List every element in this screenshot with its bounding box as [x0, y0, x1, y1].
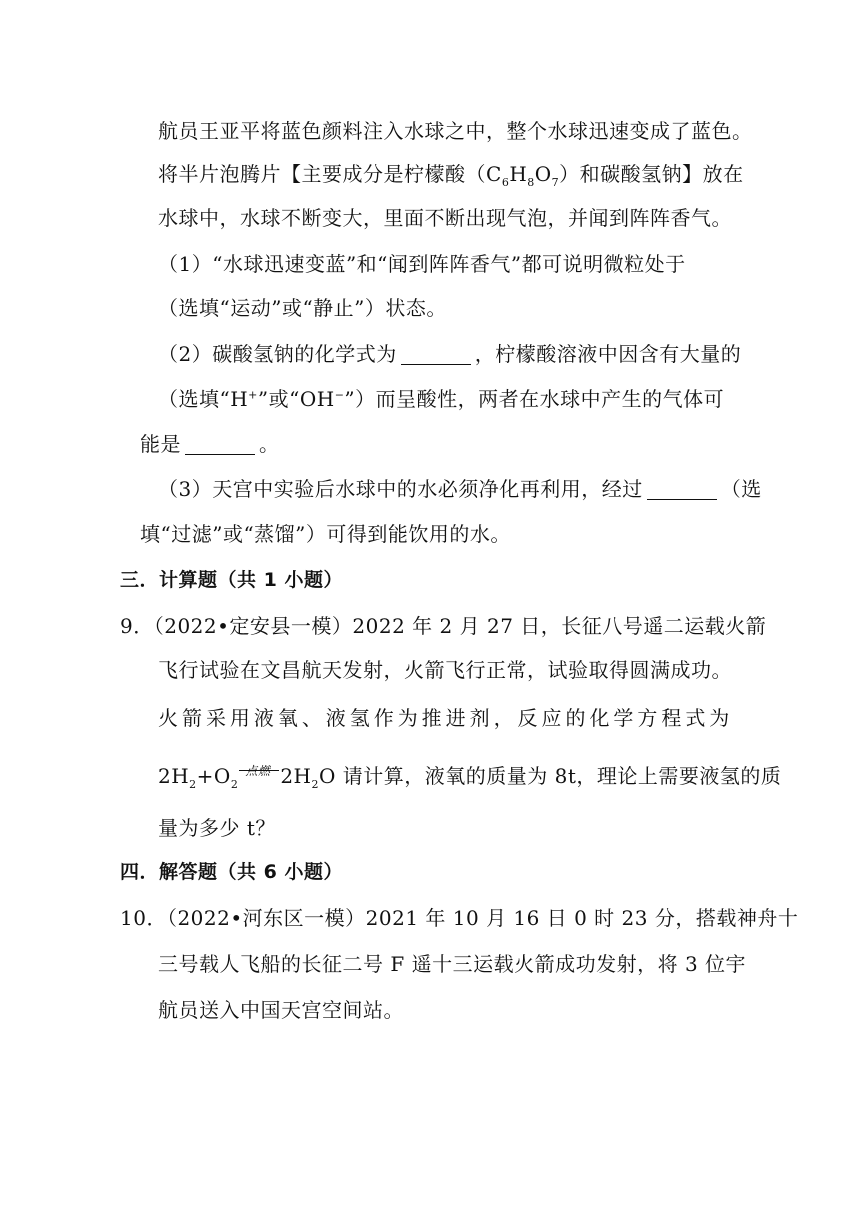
text-char: 液 [253, 706, 275, 730]
text-line [140, 520, 511, 548]
superscript: + [248, 388, 258, 402]
text: 航员王亚平将蓝色颜料注入水球之中，整个水球迅速变成了蓝色。 [158, 119, 753, 143]
text-char: 方 [637, 706, 658, 730]
question-10-line [120, 904, 798, 932]
text-char: 推 [421, 706, 443, 730]
text: 飞行试验在文昌航天发射，火箭飞行正常，试验取得圆满成功。 [158, 658, 732, 682]
text-char: 程 [661, 706, 682, 730]
text: 填“过滤”或“蒸馏”）可得到能饮用的水。 [140, 522, 511, 546]
text-char: ， [493, 706, 515, 730]
text: 9．（2022•定安县一模）2022 年 2 月 27 日，长征八号遥二运载火箭 [120, 614, 767, 638]
text-line [158, 204, 732, 232]
section-heading [120, 566, 343, 594]
text-line [158, 340, 741, 368]
text-line [158, 475, 762, 503]
text-char: 为 [709, 706, 730, 730]
text: （选填“H [158, 387, 249, 411]
question-10-line [158, 996, 404, 1024]
text-char: 、 [301, 706, 323, 730]
answer-blank[interactable] [185, 434, 255, 455]
text: 2H [280, 764, 312, 788]
text: ）和碳酸氢钠】放在 [559, 162, 744, 186]
reaction-condition: 点燃 [245, 764, 271, 778]
text-char: 反 [517, 706, 539, 730]
text: ，柠檬酸溶液中因含有大量的 [474, 342, 742, 366]
superscript: − [334, 388, 345, 402]
text: 。 [259, 432, 280, 456]
text: 航员送入中国天宫空间站。 [158, 998, 404, 1022]
subscript: 2 [311, 778, 319, 791]
text: 10．（2022•河东区一模）2021 年 10 月 16 日 0 时 23 分，搭载神舟十 [120, 906, 799, 930]
subscript: 2 [189, 778, 197, 791]
text-char: 为 [397, 706, 419, 730]
text-char: 作 [373, 706, 395, 730]
text: 三号载人飞船的长征二号 F 遥十三运载火箭成功发射，将 3 位宇 [158, 952, 747, 976]
question-9-line [158, 814, 276, 842]
text-line [158, 160, 744, 188]
reaction-arrow [239, 764, 279, 781]
text-line [158, 250, 686, 278]
subscript: 6 [501, 176, 510, 189]
text: 三．计算题（共 1 小题） [120, 569, 343, 591]
answer-blank[interactable] [647, 479, 717, 500]
text: 量为多少 t？ [158, 816, 276, 840]
text-char: 采 [205, 706, 227, 730]
text-char: 火 [158, 706, 179, 730]
text: （选 [720, 477, 762, 501]
subscript: 2 [230, 778, 239, 791]
text-char: 化 [589, 706, 610, 730]
text: 请计算，液氧的质量为 8t，理论上需要液氢的质 [335, 764, 782, 788]
text-char: 应 [541, 706, 562, 730]
text: ”）而呈酸性，两者在水球中产生的气体可 [344, 387, 725, 411]
text-char: 氢 [349, 706, 371, 730]
text: 水球中，水球不断变大，里面不断出现气泡，并闻到阵阵香气。 [158, 206, 732, 230]
text: O [534, 162, 552, 186]
text-char: 液 [325, 706, 347, 730]
text: （选填“运动”或“静止”）状态。 [158, 296, 447, 320]
text: （3）天宫中实验后水球中的水必须净化再利用，经过 [158, 477, 643, 501]
text: +O [196, 764, 231, 788]
text-char: 箭 [181, 706, 203, 730]
text: O [319, 764, 336, 788]
question-9-line [158, 704, 730, 732]
text-char: 学 [613, 706, 634, 730]
text-line [140, 430, 280, 458]
equation-line [158, 762, 781, 790]
question-9-line [158, 656, 732, 684]
text-char: 氧 [277, 706, 299, 730]
text: （1）“水球迅速变蓝”和“闻到阵阵香气”都可说明微粒处于 [158, 252, 686, 276]
text: H [509, 162, 528, 186]
text: （2）碳酸氢钠的化学式为 [158, 342, 397, 366]
text: 能是 [140, 432, 181, 456]
text-char: 用 [229, 706, 251, 730]
subscript: 7 [551, 176, 560, 189]
text: 2H [158, 764, 190, 788]
question-10-line [158, 950, 746, 978]
text-char: 进 [445, 706, 467, 730]
text-char: 剂 [469, 706, 491, 730]
subscript: 8 [527, 176, 535, 189]
question-9-line [120, 612, 766, 640]
text-char: 的 [565, 706, 586, 730]
text: 四．解答题（共 6 小题） [120, 861, 343, 883]
text: 将半片泡腾片【主要成分是柠檬酸（C [158, 162, 502, 186]
text-line [158, 294, 447, 322]
text: ”或“OH [257, 387, 335, 411]
answer-blank[interactable] [401, 344, 471, 365]
section-heading [120, 858, 343, 886]
text-line [158, 385, 724, 413]
text-line [158, 117, 753, 145]
text-char: 式 [685, 706, 706, 730]
